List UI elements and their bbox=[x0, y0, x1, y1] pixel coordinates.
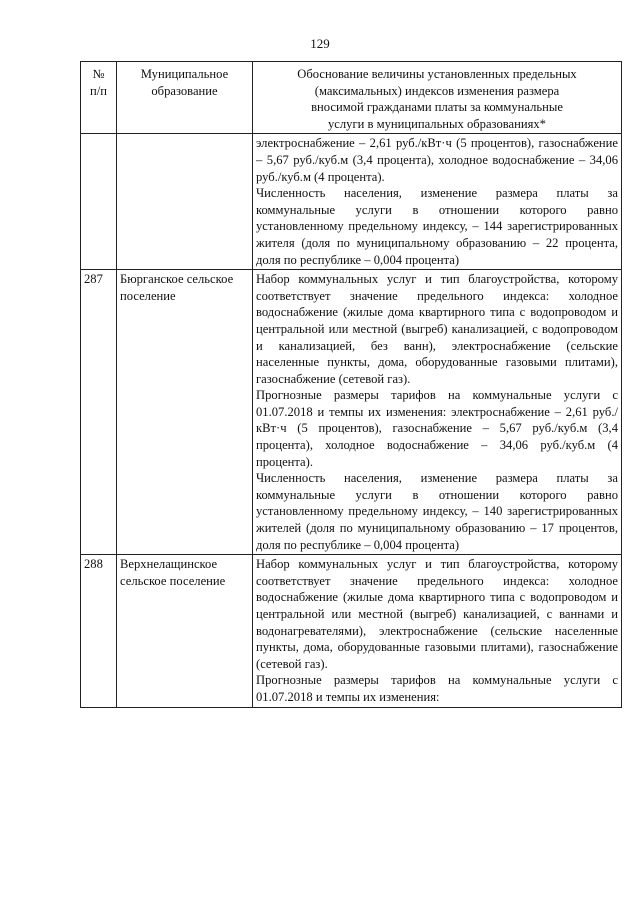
header-justification bbox=[253, 62, 622, 134]
header-justification-line: Обоснование величины установленных предельных bbox=[297, 67, 577, 81]
row-number bbox=[81, 134, 117, 270]
header-municipality bbox=[117, 62, 253, 134]
justification-cell bbox=[253, 555, 622, 707]
header-municipality-line: Муниципальное bbox=[140, 67, 229, 81]
justification-paragraph: Прогнозные размеры тарифов на коммунальные услуги с 01.07.2018 и темпы их изменения: bbox=[256, 673, 618, 704]
header-justification-line: услуги в муниципальных образованиях* bbox=[328, 116, 546, 131]
justification-table bbox=[80, 61, 622, 708]
header-municipality-line: образование bbox=[151, 83, 218, 98]
justification-paragraph: Набор коммунальных услуг и тип благоустройства, которому соответствует значение предельного индекса: холодное водоснабжение (жилые дома квартирного типа с водопроводом и центральной или местной (выгреб) канализацией, с ваннами и водонагревателями), электроснабжение (сельские населенные пункты, дома, оборудованные газовыми плитами), газоснабжение (сетевой газ). bbox=[256, 557, 618, 671]
table-row bbox=[81, 555, 622, 707]
justification-paragraph: электроснабжение – 2,61 руб./кВт·ч (5 процентов), газоснабжение – 5,67 руб./куб.м (3,4 процента), холодное водоснабжение – 34,06 руб./куб.м (4 процента). bbox=[256, 136, 618, 184]
municipality-name bbox=[117, 134, 253, 270]
municipality-name: Бюрганское сельское поселение bbox=[117, 270, 253, 555]
header-num-line: № bbox=[92, 67, 105, 81]
row-number: 287 bbox=[81, 270, 117, 555]
justification-cell bbox=[253, 134, 622, 270]
justification-paragraph: Набор коммунальных услуг и тип благоустройства, которому соответствует значение предельного индекса: холодное водоснабжение (жилые дома квартирного типа с водопроводом и центральной или местной (выгреб) канализацией, с водопроводом и канализацией, без ванн), электроснабжение (сельские населенные пункты, дома, оборудованные газовыми плитами), газоснабжение (сетевой газ). bbox=[256, 272, 618, 386]
header-justification-line: вносимой гражданами платы за коммунальные bbox=[311, 100, 563, 115]
row-number: 288 bbox=[81, 555, 117, 707]
justification-paragraph: Численность населения, изменение размера платы за коммунальные услуги в отношении которого равно установленному предельному индексу, – 140 зарегистрированных жителей (доля по муниципальному образованию – 17 процентов, доля по республике – 0,004 процента) bbox=[256, 471, 618, 552]
page-number: 129 bbox=[310, 36, 330, 51]
table-row bbox=[81, 134, 622, 270]
justification-paragraph: Прогнозные размеры тарифов на коммунальные услуги с 01.07.2018 и темпы их изменения: электроснабжение – 2,61 руб./кВт·ч (5 процентов), газоснабжение – 5,67 руб./куб.м (3,4 процента), холодное водоснабжение – 34,06 руб./куб.м (4 процента). bbox=[256, 388, 618, 469]
justification-paragraph: Численность населения, изменение размера платы за коммунальные услуги в отношении которого равно установленному предельному индексу, – 144 зарегистрированных жителя (доля по муниципальному образованию – 22 процента, доля по республике – 0,004 процента) bbox=[256, 186, 618, 267]
header-num-line: п/п bbox=[90, 83, 107, 98]
municipality-name: Верхнелащинское сельское поселение bbox=[117, 555, 253, 707]
table-row bbox=[81, 270, 622, 555]
justification-cell bbox=[253, 270, 622, 555]
header-num bbox=[81, 62, 117, 134]
table-header-row bbox=[81, 62, 622, 134]
header-justification-line: (максимальных) индексов изменения размера bbox=[314, 83, 560, 98]
